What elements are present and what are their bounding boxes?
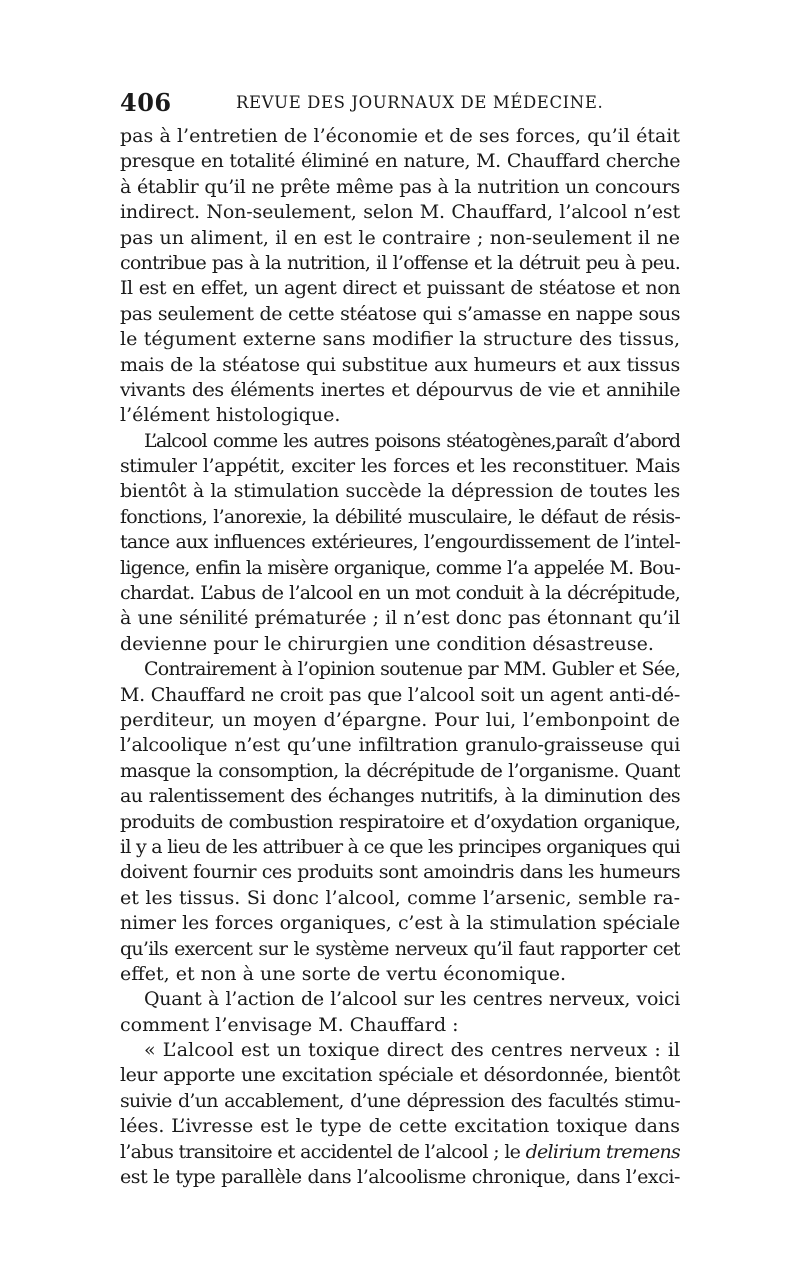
text-line-content: vivants des éléments inertes et dépourvus de vie et annihile <box>120 378 680 401</box>
text-line <box>120 937 680 962</box>
text-line <box>120 962 680 987</box>
text-line <box>120 1063 680 1088</box>
text-line <box>120 581 680 606</box>
text-line-content: l’élément histologique. <box>120 404 341 427</box>
body-text <box>120 124 680 1190</box>
text-line-content: M. Chauffard ne croit pas que l’alcool soit un agent anti-dé- <box>120 683 680 706</box>
text-line <box>120 276 680 301</box>
text-line <box>120 987 680 1012</box>
text-line-content: Contrairement à l’opinion soutenue par MM. Gubler et Sée, <box>144 658 680 681</box>
text-line-content: tance aux influences extérieures, l’engourdissement de l’intel- <box>120 531 680 554</box>
text-line <box>120 327 680 352</box>
page-number: 406 <box>120 88 172 117</box>
text-line-content: mais de la stéatose qui substitue aux humeurs et aux tissus <box>120 353 680 376</box>
italic-term: delirium tremens <box>525 1140 680 1163</box>
text-line-content: au ralentissement des échanges nutritifs, à la diminution des <box>120 785 680 808</box>
text-line-content: chardat. L’abus de l’alcool en un mot conduit à la décrépitude, <box>120 582 680 605</box>
text-line-content: leur apporte une excitation spéciale et désordonnée, bientôt <box>120 1064 680 1087</box>
text-line <box>120 733 680 758</box>
text-line-content: à établir qu’il ne prête même pas à la nutrition un concours <box>120 175 680 198</box>
text-line <box>120 251 680 276</box>
running-title: REVUE DES JOURNAUX DE MÉDECINE. <box>236 93 604 112</box>
text-line <box>120 1165 680 1190</box>
text-line <box>120 454 680 479</box>
text-line <box>120 1038 680 1063</box>
text-line-content: perditeur, un moyen d’épargne. Pour lui, l’embonpoint de <box>120 708 680 731</box>
text-line-content: indirect. Non-seulement, selon M. Chauffard, l’alcool n’est <box>120 201 680 224</box>
text-line-content: Il est en effet, un agent direct et puissant de stéatose et non <box>120 277 680 300</box>
page-header <box>120 88 682 118</box>
text-line <box>120 810 680 835</box>
text-line <box>120 124 680 149</box>
text-line-content: bientôt à la stimulation succède la dépression de toutes les <box>120 480 680 503</box>
text-line <box>120 911 680 936</box>
text-line <box>120 886 680 911</box>
text-line <box>120 505 680 530</box>
text-line <box>120 200 680 225</box>
text-line <box>120 530 680 555</box>
text-line-content: Quant à l’action de l’alcool sur les centres nerveux, voici <box>144 988 680 1011</box>
text-line <box>120 1140 680 1165</box>
text-line-content: masque la consomption, la décrépitude de l’organisme. Quant <box>120 759 680 782</box>
text-line-content: ligence, enfin la misère organique, comme l’a appelée M. Bou- <box>120 556 680 579</box>
text-line <box>120 606 680 631</box>
text-line <box>120 784 680 809</box>
text-line-content: comment l’envisage M. Chauffard : <box>120 1013 459 1036</box>
text-line-content: devienne pour le chirurgien une condition désastreuse. <box>120 632 654 655</box>
text-line-content: stimuler l’appétit, exciter les forces et les reconstituer. Mais <box>120 455 680 478</box>
text-line-content: contribue pas à la nutrition, il l’offense et la détruit peu à peu. <box>120 251 680 274</box>
text-line <box>120 302 680 327</box>
text-line <box>120 632 680 657</box>
text-line-content: suivie d’un accablement, d’une dépression des facultés stimu- <box>120 1089 680 1112</box>
text-line <box>120 226 680 251</box>
text-line <box>120 149 680 174</box>
text-line-content: il y a lieu de les attribuer à ce que les principes organiques qui <box>120 835 680 858</box>
text-line <box>120 556 680 581</box>
text-line <box>120 860 680 885</box>
text-line-content: pas un aliment, il en est le contraire ; non-seulement il ne <box>120 226 680 249</box>
text-line <box>120 403 680 428</box>
text-line-content: doivent fournir ces produits sont amoindris dans les humeurs <box>120 861 680 884</box>
text-line <box>120 708 680 733</box>
text-line <box>120 759 680 784</box>
text-line-content: est le type parallèle dans l’alcoolisme chronique, dans l’exci- <box>120 1166 680 1189</box>
text-line <box>120 683 680 708</box>
text-line-content: pas à l’entretien de l’économie et de ses forces, qu’il était <box>120 125 680 147</box>
text-line-content: l’abus transitoire et accidentel de l’alcool ; le <box>120 1140 526 1163</box>
text-line <box>120 835 680 860</box>
text-line-content: nimer les forces organiques, c’est à la stimulation spéciale <box>120 912 680 935</box>
text-line-content: fonctions, l’anorexie, la débilité musculaire, le défaut de résis- <box>120 505 680 528</box>
text-line-content: à une sénilité prématurée ; il n’est donc pas étonnant qu’il <box>120 607 680 630</box>
text-line <box>120 1089 680 1114</box>
text-line <box>120 353 680 378</box>
text-line-content: L’alcool comme les autres poisons stéatogènes,paraît d’abord <box>144 429 680 452</box>
text-line-content: presque en totalité éliminé en nature, M. Chauffard cherche <box>120 150 680 173</box>
text-line-content: et les tissus. Si donc l’alcool, comme l’arsenic, semble ra- <box>120 886 680 909</box>
text-line-content: produits de combustion respiratoire et d’oxydation organique, <box>120 810 680 833</box>
text-line <box>120 429 680 454</box>
text-line-content: pas seulement de cette stéatose qui s’amasse en nappe sous <box>120 302 680 325</box>
text-line <box>120 657 680 682</box>
text-line <box>120 479 680 504</box>
text-line-content: effet, et non à une sorte de vertu économique. <box>120 962 567 985</box>
text-line-content: qu’ils exercent sur le système nerveux qu’il faut rapporter cet <box>120 937 680 960</box>
text-line <box>120 1114 680 1139</box>
text-line <box>120 378 680 403</box>
text-line-content: lées. L’ivresse est le type de cette excitation toxique dans <box>120 1115 680 1138</box>
text-line <box>120 1013 680 1038</box>
text-line-content: « L’alcool est un toxique direct des centres nerveux : il <box>144 1039 680 1062</box>
text-line-content: l’alcoolique n’est qu’une infiltration granulo-graisseuse qui <box>120 734 680 757</box>
text-line-content: le tégument externe sans modifier la structure des tissus, <box>120 328 680 351</box>
text-line <box>120 175 680 200</box>
